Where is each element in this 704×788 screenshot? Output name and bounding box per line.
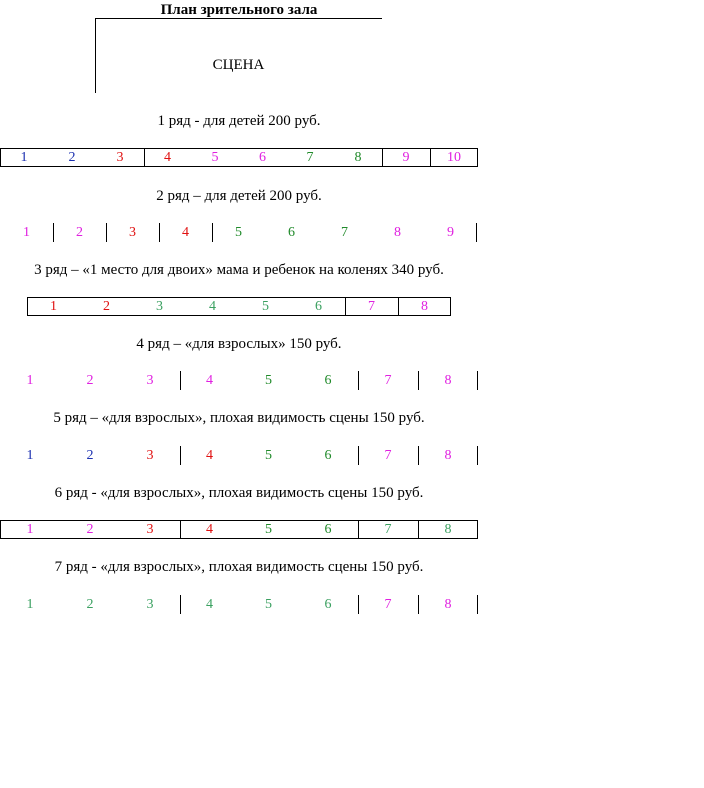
seat-divider — [0, 520, 1, 539]
seat-number[interactable]: 8 — [394, 225, 401, 240]
seat-divider — [398, 297, 399, 316]
seat-divider — [180, 371, 181, 390]
seat-number[interactable]: 3 — [129, 225, 136, 240]
seat-divider — [477, 371, 478, 390]
seat-row — [0, 371, 478, 390]
seat-number[interactable]: 2 — [103, 299, 110, 314]
seat-number[interactable]: 3 — [116, 150, 124, 165]
seat-number[interactable]: 5 — [265, 448, 272, 463]
seat-number[interactable]: 4 — [209, 299, 216, 314]
seat-divider — [106, 223, 107, 242]
seat-number[interactable]: 8 — [444, 522, 452, 537]
seat-row — [0, 595, 478, 614]
seat-number[interactable]: 7 — [384, 373, 392, 388]
seat-number[interactable]: 4 — [206, 597, 213, 612]
seat-divider — [0, 148, 1, 167]
seat-number[interactable]: 1 — [50, 299, 57, 314]
seat-number[interactable]: 5 — [265, 522, 272, 537]
seat-divider — [144, 148, 145, 167]
seat-divider — [477, 446, 478, 465]
seat-number[interactable]: 4 — [206, 373, 213, 388]
seat-row — [0, 446, 478, 465]
seat-divider — [430, 148, 431, 167]
seat-number[interactable]: 8 — [444, 373, 452, 388]
seat-number[interactable]: 6 — [315, 299, 322, 314]
seat-divider — [382, 148, 383, 167]
seat-divider — [418, 371, 419, 390]
seat-row — [0, 148, 478, 167]
seat-number[interactable]: 6 — [324, 448, 332, 463]
seat-number[interactable]: 3 — [146, 522, 154, 537]
seat-divider — [477, 520, 478, 539]
seat-number[interactable]: 2 — [86, 448, 94, 463]
seat-number[interactable]: 6 — [324, 373, 332, 388]
seat-divider — [180, 520, 181, 539]
seat-number[interactable]: 5 — [265, 373, 272, 388]
seat-number[interactable]: 3 — [146, 597, 154, 612]
seat-number[interactable]: 7 — [384, 597, 392, 612]
seat-number[interactable]: 8 — [444, 448, 452, 463]
seat-number[interactable]: 2 — [86, 522, 94, 537]
seat-number[interactable]: 6 — [324, 597, 332, 612]
seat-number[interactable]: 6 — [259, 150, 266, 165]
seat-number[interactable]: 9 — [402, 150, 410, 165]
seat-divider — [159, 223, 160, 242]
seat-divider — [418, 446, 419, 465]
seat-number[interactable]: 1 — [26, 448, 34, 463]
seat-divider — [358, 520, 359, 539]
seat-number[interactable]: 2 — [86, 597, 94, 612]
seat-number[interactable]: 3 — [146, 448, 154, 463]
seat-number[interactable]: 5 — [211, 150, 219, 165]
seat-number[interactable]: 4 — [164, 150, 171, 165]
seat-number[interactable]: 2 — [76, 225, 83, 240]
seat-number[interactable]: 5 — [262, 299, 269, 314]
seat-number[interactable]: 1 — [23, 225, 30, 240]
seat-divider — [358, 371, 359, 390]
seat-divider — [212, 223, 213, 242]
seat-number[interactable]: 3 — [146, 373, 154, 388]
seat-divider — [476, 223, 477, 242]
seat-number[interactable]: 5 — [235, 225, 242, 240]
seat-number[interactable]: 4 — [206, 448, 213, 463]
seat-number[interactable]: 6 — [324, 522, 332, 537]
page-title: План зрительного зала — [160, 2, 318, 18]
seat-number[interactable]: 7 — [306, 150, 314, 165]
seat-number[interactable]: 2 — [86, 373, 94, 388]
seat-number[interactable]: 7 — [368, 299, 375, 314]
seat-divider — [53, 223, 54, 242]
stage-label: СЦЕНА — [212, 57, 265, 73]
seat-number[interactable]: 7 — [341, 225, 348, 240]
seat-number[interactable]: 1 — [26, 522, 34, 537]
row-caption: 7 ряд - «для взрослых», плохая видимость сцены 150 руб. — [54, 559, 424, 575]
row-caption: 1 ряд - для детей 200 руб. — [157, 113, 321, 129]
row-caption: 2 ряд – для детей 200 руб. — [156, 188, 322, 204]
seat-number[interactable]: 8 — [421, 299, 428, 314]
seat-number[interactable]: 9 — [447, 225, 454, 240]
row-caption: 4 ряд – «для взрослых» 150 руб. — [136, 336, 342, 352]
seat-number[interactable]: 8 — [354, 150, 362, 165]
seat-number[interactable]: 8 — [444, 597, 452, 612]
seat-divider — [180, 446, 181, 465]
seat-number[interactable]: 2 — [68, 150, 76, 165]
seat-row — [0, 223, 477, 242]
seat-row — [0, 520, 478, 539]
seat-number[interactable]: 7 — [384, 522, 392, 537]
row-caption: 6 ряд - «для взрослых», плохая видимость сцены 150 руб. — [54, 485, 424, 501]
seat-divider — [477, 595, 478, 614]
row-caption: 5 ряд – «для взрослых», плохая видимость сцены 150 руб. — [53, 410, 425, 426]
seat-number[interactable]: 10 — [447, 150, 461, 165]
seat-number[interactable]: 4 — [206, 522, 213, 537]
seat-number[interactable]: 1 — [26, 373, 34, 388]
stage-border-top — [95, 18, 382, 19]
seat-number[interactable]: 7 — [384, 448, 392, 463]
seat-number[interactable]: 6 — [288, 225, 295, 240]
seat-number[interactable]: 4 — [182, 225, 189, 240]
seat-divider — [477, 148, 478, 167]
seat-divider — [418, 520, 419, 539]
seat-number[interactable]: 5 — [265, 597, 272, 612]
seat-divider — [450, 297, 451, 316]
seat-number[interactable]: 3 — [156, 299, 163, 314]
seat-row — [27, 297, 451, 316]
row-caption: 3 ряд – «1 место для двоих» мама и ребенок на коленях 340 руб. — [34, 262, 444, 278]
seat-number[interactable]: 1 — [20, 150, 28, 165]
seat-divider — [27, 297, 28, 316]
seat-divider — [358, 446, 359, 465]
seat-divider — [358, 595, 359, 614]
seat-divider — [418, 595, 419, 614]
seat-number[interactable]: 1 — [26, 597, 34, 612]
seat-divider — [180, 595, 181, 614]
seat-divider — [345, 297, 346, 316]
